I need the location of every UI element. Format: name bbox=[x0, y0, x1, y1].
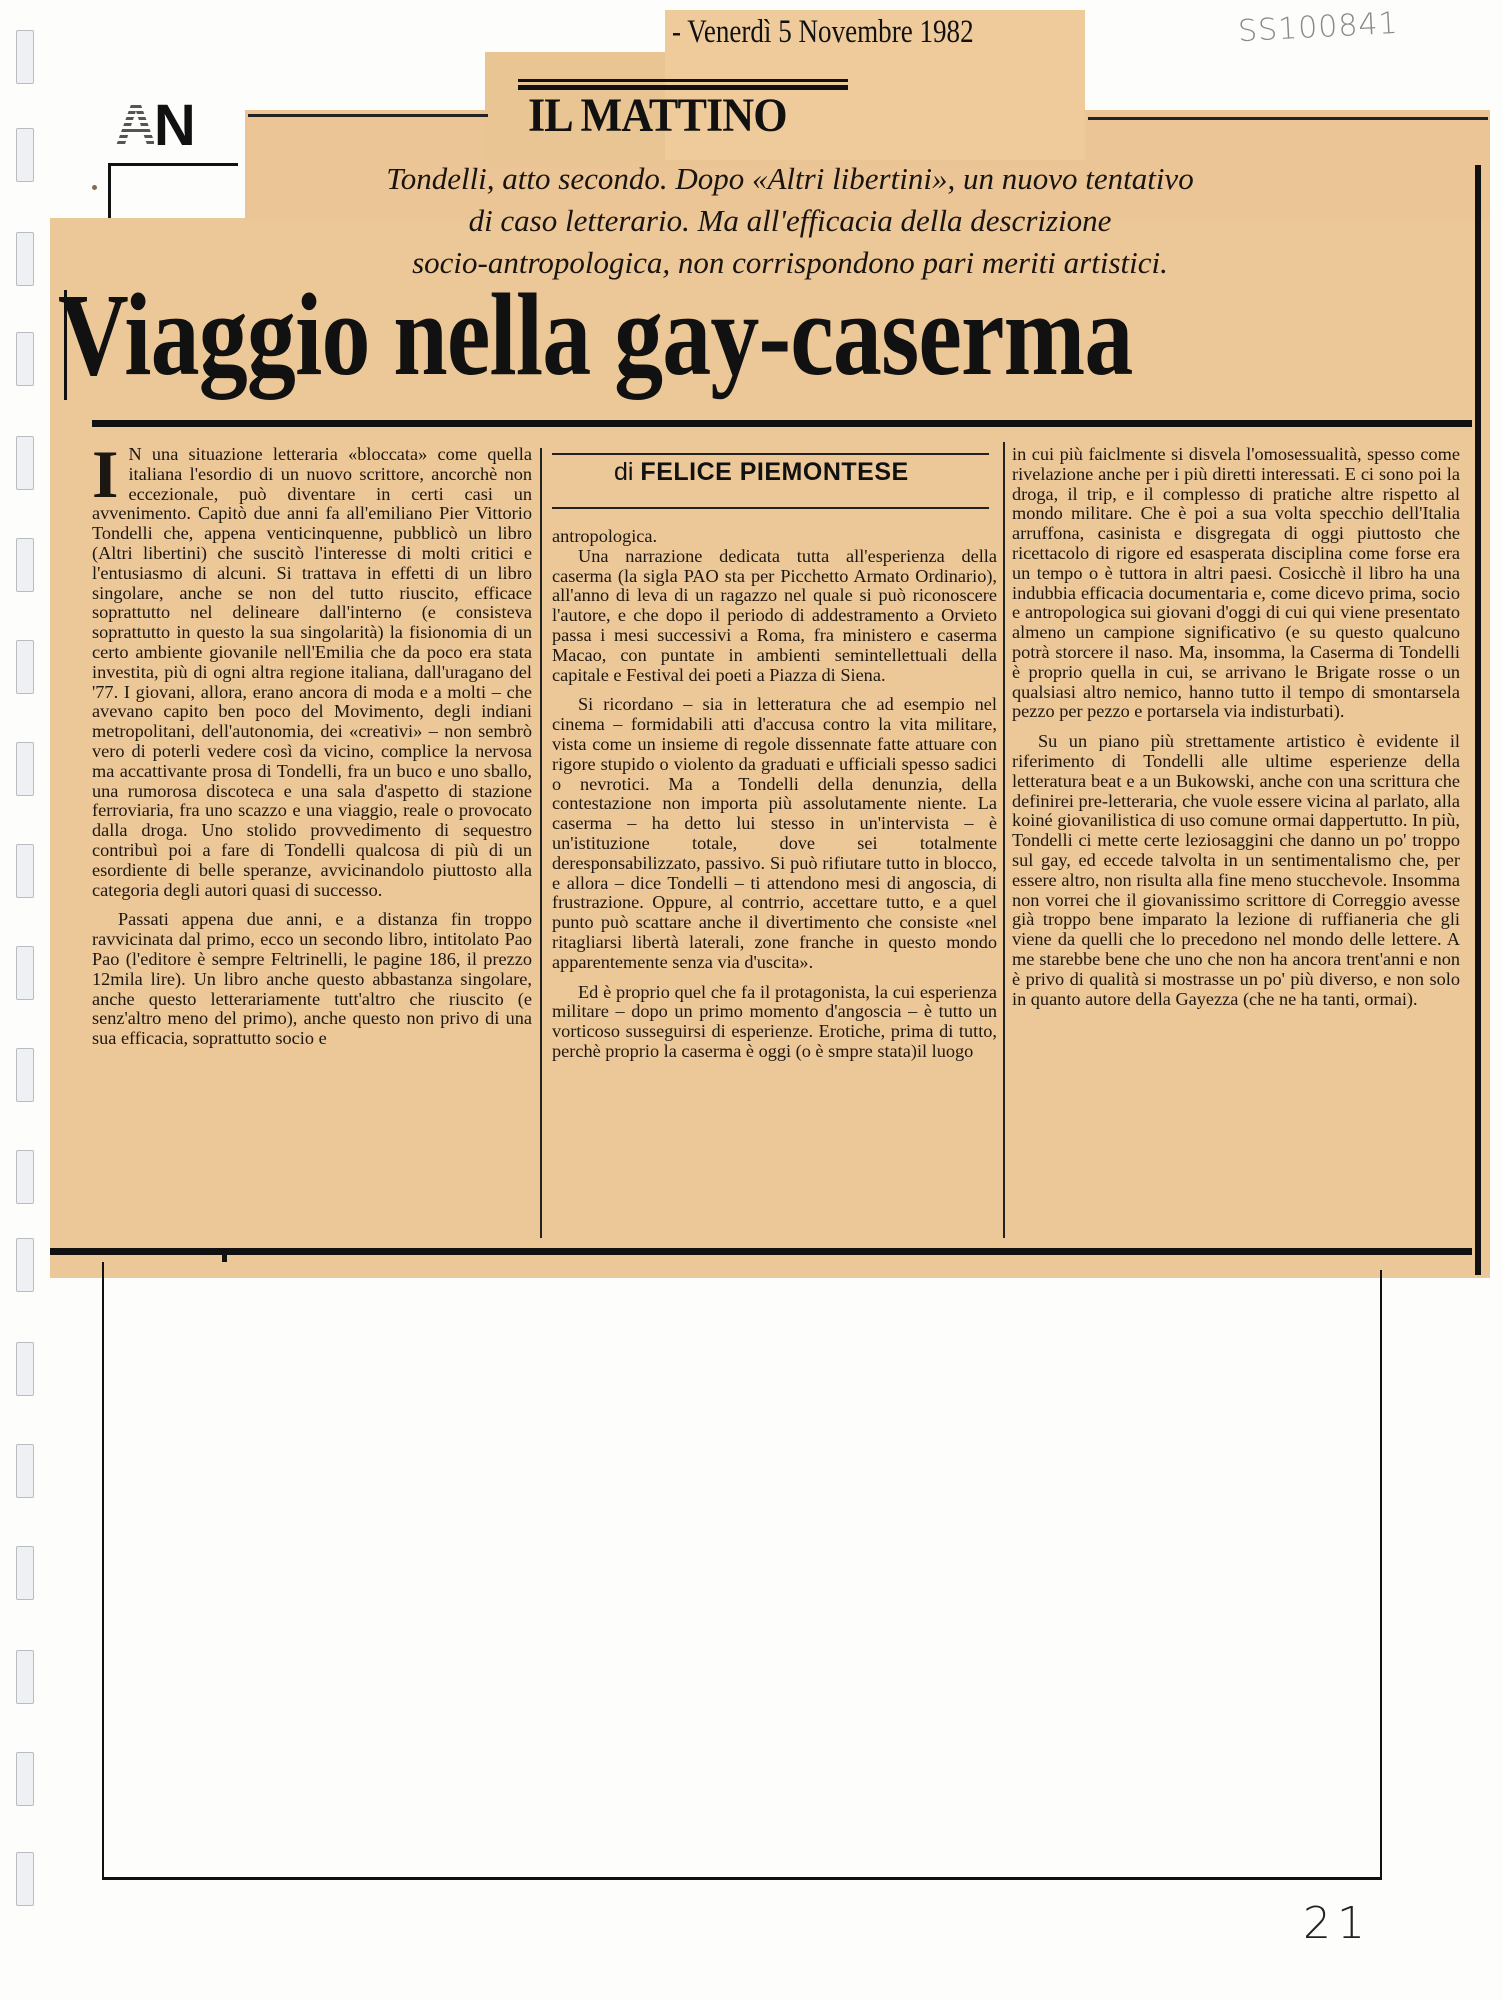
logo-letter-a: A bbox=[115, 93, 154, 158]
binder-hole bbox=[16, 1238, 34, 1292]
binder-hole bbox=[16, 946, 34, 1000]
subheading-line: Tondelli, atto secondo. Dopo «Altri libertini», un nuovo tentativo bbox=[386, 161, 1194, 196]
byline-rule bbox=[552, 453, 989, 455]
archive-stamp-code: SS100841 bbox=[1237, 5, 1400, 50]
handwritten-page-number: 21 bbox=[1303, 1898, 1371, 1949]
mount-frame-bottom bbox=[102, 1877, 1382, 1880]
logo-vertical-rule bbox=[108, 163, 111, 221]
logo-letter-n: N bbox=[153, 93, 193, 158]
binder-hole bbox=[16, 232, 34, 286]
column-divider bbox=[540, 448, 542, 1238]
header-rule bbox=[248, 114, 488, 117]
paper-speck bbox=[92, 185, 97, 190]
archive-logo bbox=[115, 93, 193, 158]
subheading-line: di caso letterario. Ma all'efficacia della descrizione bbox=[468, 203, 1112, 238]
paragraph-text: N una situazione letteraria «bloccata» come quella italiana l'esordio di un nuovo scrittore, ancorchè non eccezionale, può diventare in certi casi un avvenimento. Capitò due anni fa all'emiliano Pier Vittorio Tondelli che, appena venticinquenne, pubblicò un libro (Altri libertini) che suscitò l'interesse di molti critici e l'entusiasmo di alcuni. Si trattava in effetti di un libro singolare, anche se non del tutto riuscito, efficace soprattutto nel delineare dall'interno (e consisteva soprattutto in questo la sua singolarità) la fisionomia di un certo ambiente giovanile nell'Emilia che da poco era stata investita, più di ogni altra regione italiana, dall'uragano del '77. I giovani, allora, erano ancora di moda e a molti – che avevano capito ben poco del Movimento, degli indiani metropolitani, dell'autonomia, dei «creativi» – non sembrò vero di poterli vedere così da vicino, complice la nervosa ma accattivante prosa di Tondelli, fra un buco e uno sballo, una rumorosa discoteca e una sala d'aspetto di stazione ferroviaria, fra uno scazzo e una viaggio, reale o provocato dalla droga. Uno stolido provvedimento di sequestro contribuì poi a fare di Tondelli qualcosa di più di un esordiente di belle speranze, avvicinandolo piuttosto alla categoria degli autori quasi di successo. bbox=[92, 444, 532, 900]
binder-hole bbox=[16, 1546, 34, 1600]
article-column-2 bbox=[552, 445, 997, 1062]
clipping-footer-rule bbox=[50, 1248, 1472, 1255]
binder-hole bbox=[16, 1342, 34, 1396]
article-paragraph: Ed è proprio quel che fa il protagonista, la cui esperienza militare – dopo un primo momento d'angoscia – è tutto un vorticoso susseguirsi di esperienze. Erotiche, prima di tutto, perchè proprio la caserma è oggi (o è smpre stata)il luogo bbox=[552, 981, 997, 1061]
footer-rule-tick bbox=[222, 1248, 227, 1262]
headline-underline-rule bbox=[92, 420, 1472, 427]
binder-hole bbox=[16, 1444, 34, 1498]
binder-hole bbox=[16, 1048, 34, 1102]
byline-rule bbox=[552, 507, 989, 509]
mount-frame-right bbox=[1380, 1270, 1382, 1880]
mount-frame-left bbox=[102, 1262, 104, 1880]
column-divider bbox=[1003, 442, 1005, 1238]
article-paragraph: Si ricordano – sia in letteratura che ad esempio nel cinema – formidabili atti d'accusa contro la vita militare, vista come un insieme di regole dissennate fatte attuare con rigore stupido o violento da graduati e ufficiali spesso sadici o nevrotici. Ma a Tondelli della denunzia, della contestazione non importa più assolutamente niente. La caserma – ha detto lui stesso in un'intervista – è un'istituzione totale, dove sei totalmente deresponsabilizzato, passivo. Si può rifiutare tutto in blocco, e allora – dice Tondelli – ti attendono mesi di angoscia, di frustrazione. Oppure, al contrrio, accettare tutto, e a quel punto può scattare anche il divertimento che consiste «nel ritagliarsi libertà laterali, zone franche in questo mondo apparentemente senza via d'uscita». bbox=[552, 694, 997, 972]
publication-date: - Venerdì 5 Novembre 1982 bbox=[672, 14, 974, 50]
article-paragraph: in cui più faiclmente si disvela l'omosessualità, spesso come rivelazione anche per i più diretti interessati. E ci sono poi la droga, il trip, e il complesso di pratiche altre rispetto al mondo militare. Che è poi a sua volta specchio dell'Italia arruffona, casinista e disgregata di oggi piuttosto che ricettacolo di rigore ed esasperata disciplina come forse era un tempo o è tuttora in altri paesi. Cosicchè il libro ha una indubbia efficacia documentaria e, come dicevo prima, socio e antropologica sui giovani d'oggi di cui qui viene presentato almeno un campione significativo (e su questo qualcuno potrà storcere il naso. Ma, insomma, la Caserma di Tondelli è proprio quella in cui, se arrivano le Brigate rosse o un qualsiasi altro nemico, hanno tutto il tempo di smontarsela pezzo per pezzo e portarsela via indisturbati). bbox=[1012, 444, 1460, 722]
masthead-rule bbox=[518, 79, 848, 82]
binder-hole bbox=[16, 538, 34, 592]
binder-hole bbox=[16, 436, 34, 490]
binder-hole bbox=[16, 30, 34, 84]
binder-hole bbox=[16, 128, 34, 182]
binder-hole bbox=[16, 844, 34, 898]
byline-box bbox=[552, 445, 997, 525]
clipping-right-rule bbox=[1475, 165, 1481, 1275]
author-byline bbox=[614, 458, 909, 486]
article-paragraph bbox=[92, 436, 532, 900]
binder-hole bbox=[16, 742, 34, 796]
byline-prefix: di bbox=[614, 458, 634, 486]
article-column-3 bbox=[1012, 445, 1460, 1009]
article-paragraph: antropologica. bbox=[552, 526, 658, 546]
header-rule bbox=[1088, 117, 1488, 120]
article-paragraph: Passati appena due anni, e a distanza fin troppo ravvicinata dal primo, ecco un secondo libro, intitolato Pao Pao (l'editore è sempre Feltrinelli, le pagine 186, il prezzo 12mila lire). Un libro anche questo abbastanza singolare, anche questo letterariamente tutt'altro che riuscito (e senz'altro meno del primo), anche questo non privo di una sua efficacia, soprattutto socio e bbox=[92, 909, 532, 1049]
drop-cap: I bbox=[92, 436, 119, 512]
article-headline: Viaggio nella gay-caserma bbox=[58, 269, 1133, 400]
binder-hole bbox=[16, 1752, 34, 1806]
author-name: FELICE PIEMONTESE bbox=[640, 458, 909, 486]
binder-hole bbox=[16, 640, 34, 694]
newspaper-masthead: IL MATTINO bbox=[528, 89, 787, 142]
subheading-line: socio-antropologica, non corrispondono pari meriti artistici. bbox=[412, 245, 1168, 280]
binder-hole bbox=[16, 1150, 34, 1204]
article-column-1 bbox=[92, 436, 532, 1049]
article-paragraph: Su un piano più strettamente artistico è evidente il riferimento di Tondelli alle ultime esperienze della letteratura beat e a un Bukowski, anche con una scrittura che definirei pre-letteraria, che vuole essere vicina al parlato, alla koiné giovanilistica di uso comune ormai dappertutto. In più, Tondelli ci mette certe leziosaggini che danno un po' troppo sul gay, ed eccede talvolta in un sentimentalismo che, per essere altro, non risulta alla fine meno stucchevole. Insomma non vorrei che il giovanissimo scrittore di Correggio avesse già troppo bene imparato la lezione di ruffianeria che gli viene da quelli che lo precedono nel mondo delle lettere. A me starebbe bene che uno che non ha ancora trent'anni e non è privo di qualità si mostrasse un po' più diverso, e non solo in quanto autore della Gayezza (che ne ha tanti, ormai). bbox=[1012, 731, 1460, 1009]
article-subheading bbox=[200, 158, 1380, 284]
binder-hole bbox=[16, 332, 34, 386]
binder-hole bbox=[16, 1852, 34, 1906]
binder-hole bbox=[16, 1650, 34, 1704]
article-paragraph: Una narrazione dedicata tutta all'esperienza della caserma (la sigla PAO sta per Picchetto Armato Ordinario), all'anno di leva di un ragazzo nel quale si può riconoscere l'autore, e che dopo il periodo di addestramento a Orvieto passa i mesi successivi a Roma, fra ministero e caserma Macao, con puntate in ambienti semintellettuali della capitale e Festival dei poeti a Piazza di Siena. bbox=[552, 545, 997, 685]
